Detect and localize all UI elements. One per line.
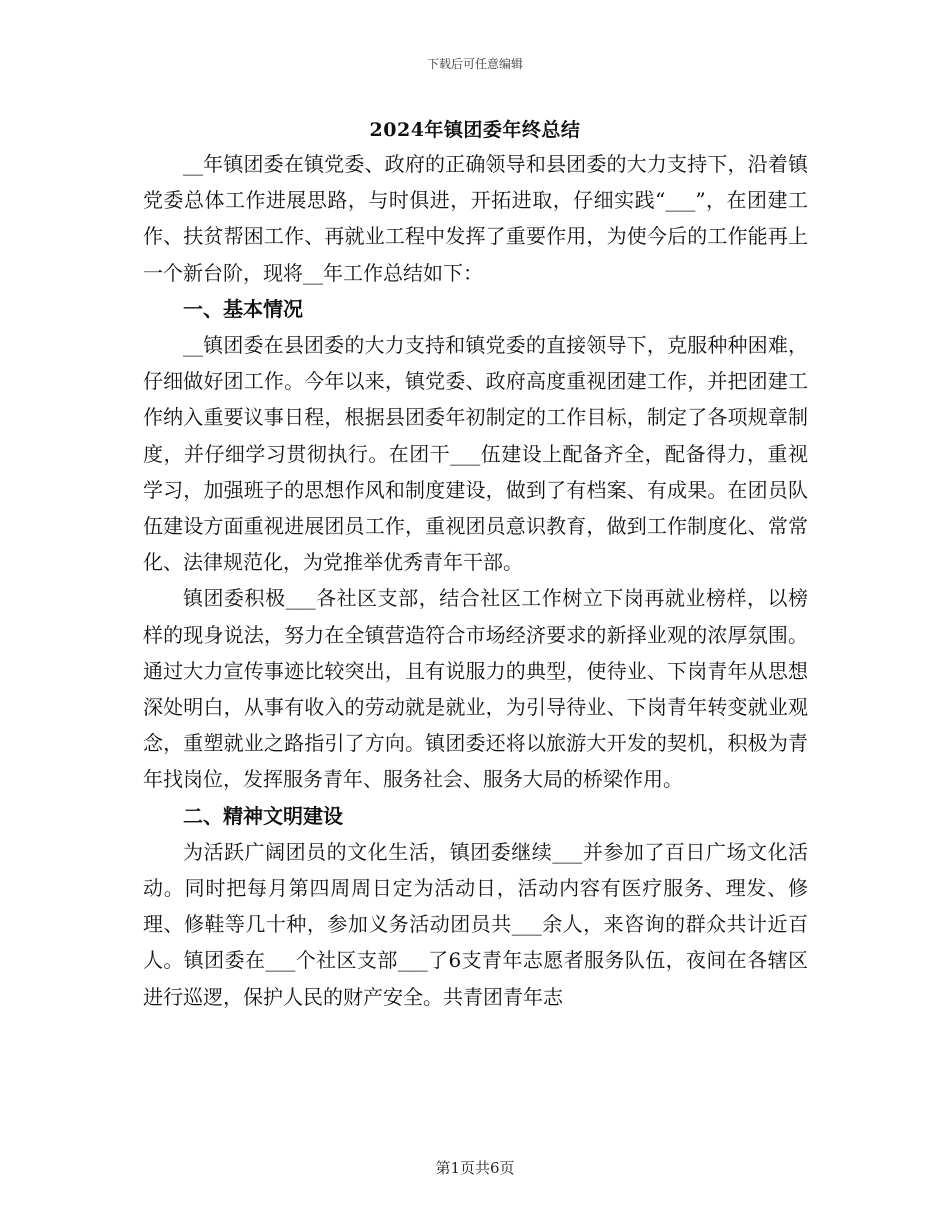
header-note: 下载后可任意编辑 (426, 57, 523, 71)
document-body (143, 146, 808, 1015)
section1-paragraph-2: 镇团委积极___各社区支部，结合社区工作树立下岗再就业榜样，以榜样的现身说法，努力在全镇营造符合市场经济要求的新择业观的浓厚氛围。通过大力宣传事迹比较突出，且有说服力的典型，使待业、下岗青年从思想深处明白，从事有收入的劳动就是就业，为引导待业、下岗青年转变就业观念，重塑就业之路指引了方向。镇团委还将以旅游大开发的契机，积极为青年找岗位，发挥服务青年、服务社会、服务大局的桥梁作用。 (143, 586, 808, 792)
section2-paragraph-1: 为活跃广阔团员的文化生活，镇团委继续___并参加了百日广场文化活动。同时把每月第四周周日定为活动日，活动内容有医疗服务、理发、修理、修鞋等几十种，参加义务活动团员共___余人，来咨询的群众共计近百人。镇团委在___个社区支部___了6支青年志愿者服务队伍，夜间在各辖区进行巡逻，保护人民的财产安全。共青团青年志 (143, 839, 808, 1009)
intro-paragraph: __年镇团委在镇党委、政府的正确领导和县团委的大力支持下，沿着镇党委总体工作进展思路，与时俱进，开拓进取，仔细实践“___”，在团建工作、扶贫帮困工作、再就业工程中发挥了重要作用，为使今后的工作能再上一个新台阶，现将__年工作总结如下： (143, 152, 808, 285)
document-title: 2024年镇团委年终总结 (369, 119, 581, 141)
section-heading-civilization: 二、精神文明建设 (183, 803, 343, 828)
section-heading-basic: 一、基本情况 (183, 296, 303, 321)
section1-paragraph-1: __镇团委在县团委的大力支持和镇党委的直接领导下，克服种种困难，仔细做好团工作。今年以来，镇党委、政府高度重视团建工作，并把团建工作纳入重要议事日程，根据县团委年初制定的工作目标，制定了各项规章制度，并仔细学习贯彻执行。在团干___伍建设上配备齐全，配备得力，重视学习，加强班子的思想作风和制度建设，做到了有档案、有成果。在团员队伍建设方面重视进展团员工作，重视团员意识教育，做到工作制度化、常常化、法律规范化，为党推举优秀青年干部。 (143, 333, 808, 575)
page-footer: 第1页共6页 (435, 1159, 515, 1177)
